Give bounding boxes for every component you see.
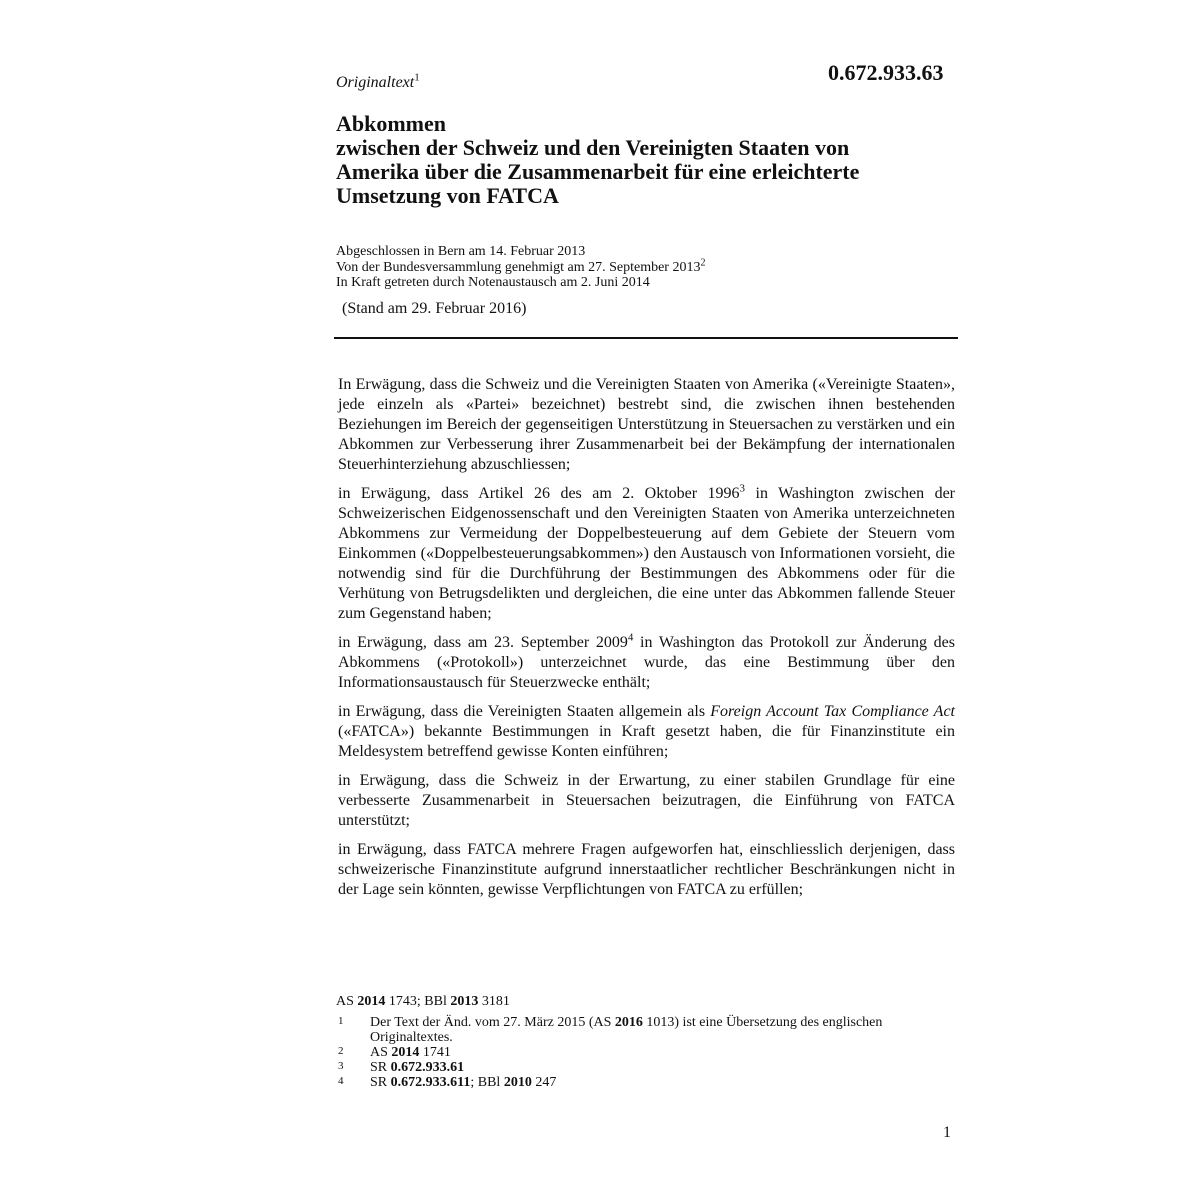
- footnote-number: 3: [338, 1060, 344, 1072]
- footnote-year: 2016: [614, 1015, 643, 1030]
- footnote-text: [370, 1045, 898, 1060]
- recital-paragraph: [338, 633, 955, 693]
- ref-text: 1743; BBl: [385, 994, 451, 1009]
- footnote-year: 2010: [503, 1075, 532, 1090]
- ref-year: 2014: [357, 994, 386, 1009]
- sr-number: 0.672.933.63: [828, 60, 944, 85]
- footnote-number: 1: [338, 1015, 344, 1027]
- footnote-ref-4[interactable]: 4: [627, 631, 634, 644]
- title-line: zwischen der Schweiz und den Vereinigten Staaten von: [336, 135, 850, 160]
- recital-text: in Washington das Protokoll zur Änderung des Abkommens («Protokoll») unterzeichnet wurde, das eine Bestimmung über den Informationsaustausch für Steuerzwecke enthält;: [338, 634, 955, 691]
- footnote-text-part: 247: [531, 1075, 557, 1090]
- in-force-date: In Kraft getreten durch Notenaustausch am 2. Juni 2014: [336, 275, 650, 290]
- footnote-text-part: SR: [370, 1060, 391, 1075]
- footnote-number: 4: [338, 1075, 344, 1087]
- recital-paragraph: in Erwägung, dass die Schweiz in der Erwartung, zu einer stabilen Grundlage für eine verbesserte Zusammenarbeit in Steuersachen beizutragen, die Einführung von FATCA unterstützt;: [338, 772, 955, 829]
- footnotes: [338, 1015, 898, 1090]
- official-collection-ref: [336, 994, 510, 1010]
- ref-text: AS: [336, 994, 358, 1009]
- footnote-text-part: SR: [370, 1075, 391, 1090]
- document-title: [336, 112, 956, 208]
- footnote-1: [338, 1015, 898, 1045]
- footnote-text-part: ; BBl: [470, 1075, 504, 1090]
- footnote-4: [338, 1075, 898, 1090]
- footnote-3: [338, 1060, 898, 1075]
- approved-date-line: [336, 256, 706, 276]
- footnote-number: 2: [338, 1045, 344, 1057]
- footnote-ref-1[interactable]: 1: [414, 71, 420, 84]
- treaty-dates: [336, 244, 705, 291]
- title-line: Abkommen: [336, 111, 447, 136]
- stand-date: (Stand am 29. Februar 2016): [342, 300, 527, 317]
- recital-paragraph: [338, 484, 955, 624]
- recital-paragraph: in Erwägung, dass FATCA mehrere Fragen aufgeworfen hat, einschliesslich derjenigen, dass schweizerische Finanzinstitute aufgrund innerstaatlicher rechtlicher Beschränkungen nicht in der Lage sein könnten, gewisse Verpflichtungen von FATCA zu erfüllen;: [338, 841, 955, 898]
- recital-paragraph: [338, 702, 955, 762]
- original-text-word: Originaltext: [336, 74, 415, 91]
- header-divider: [334, 337, 958, 339]
- footnote-text: [370, 1060, 898, 1075]
- footnote-ref-2[interactable]: 2: [700, 256, 706, 268]
- title-line: Amerika über die Zusammenarbeit für eine erleichterte: [336, 159, 860, 184]
- recital-text: in Erwägung, dass die Vereinigten Staaten allgemein als: [338, 703, 711, 720]
- footnote-2: [338, 1045, 898, 1060]
- footnote-text-part: 1013) ist eine Übersetzung des englischen Originaltextes.: [370, 1015, 883, 1045]
- footnote-text: [370, 1015, 898, 1045]
- footnote-text-part: 1741: [419, 1045, 451, 1060]
- recitals: [338, 375, 955, 909]
- footnote-text-part: AS: [370, 1045, 392, 1060]
- footnote-year: 2014: [391, 1045, 420, 1060]
- title-line: Umsetzung von FATCA: [336, 183, 559, 208]
- footnote-sr-number[interactable]: 0.672.933.61: [390, 1060, 465, 1075]
- recital-text: in Erwägung, dass Artikel 26 des am 2. Oktober 1996: [338, 485, 740, 502]
- footnote-sr-number[interactable]: 0.672.933.611: [390, 1075, 471, 1090]
- concluded-date: Abgeschlossen in Bern am 14. Februar 2013: [336, 244, 586, 259]
- footnote-text-part: Der Text der Änd. vom 27. März 2015 (AS: [370, 1015, 615, 1030]
- recital-text: in Washington zwischen der Schweizerischen Eidgenossenschaft und den Vereinigten Staaten von Amerika unterzeichneten Abkommens zur Vermeidung der Doppelbesteuerung auf dem Gebiete der Steuern vom Einkommen («Doppelbesteuerungsabkommen») den Austausch von Informationen vorsieht, die notwendig sind für die Durchführung der Bestimmungen des Abkommens oder für die Verhütung von Betrugsdelikten und dergleichen, die eine unter das Abkommen fallende Steuer zum Gegenstand haben;: [338, 485, 956, 622]
- fatca-act-name: Foreign Account Tax Compliance Act: [710, 703, 956, 720]
- footnote-ref-3[interactable]: 3: [739, 482, 746, 495]
- approved-date: Von der Bundesversammlung genehmigt am 27. September 2013: [336, 259, 701, 275]
- ref-year: 2013: [450, 994, 479, 1009]
- page-number: 1: [943, 1124, 951, 1141]
- ref-text: 3181: [478, 994, 510, 1009]
- recital-paragraph: In Erwägung, dass die Schweiz und die Vereinigten Staaten von Amerika («Vereinigte Staaten», jede einzeln als «Partei» bezeichnet) bestrebt sind, die zwischen ihnen bestehenden Beziehungen im Bereich der gegenseitigen Unterstützung in Steuersachen zu verstärken und ein Abkommen zur Verbesserung ihrer Zusammenarbeit bei der Bekämpfung der internationalen Steuerhinterziehung abzuschliessen;: [338, 376, 955, 473]
- original-text-label: [336, 71, 420, 92]
- footnote-text: [370, 1075, 898, 1090]
- recital-text: («FATCA») bekannte Bestimmungen in Kraft gesetzt haben, die für Finanzinstitute ein Meldesystem betreffend gewisse Konten einführen;: [338, 723, 955, 760]
- recital-text: in Erwägung, dass am 23. September 2009: [338, 634, 628, 651]
